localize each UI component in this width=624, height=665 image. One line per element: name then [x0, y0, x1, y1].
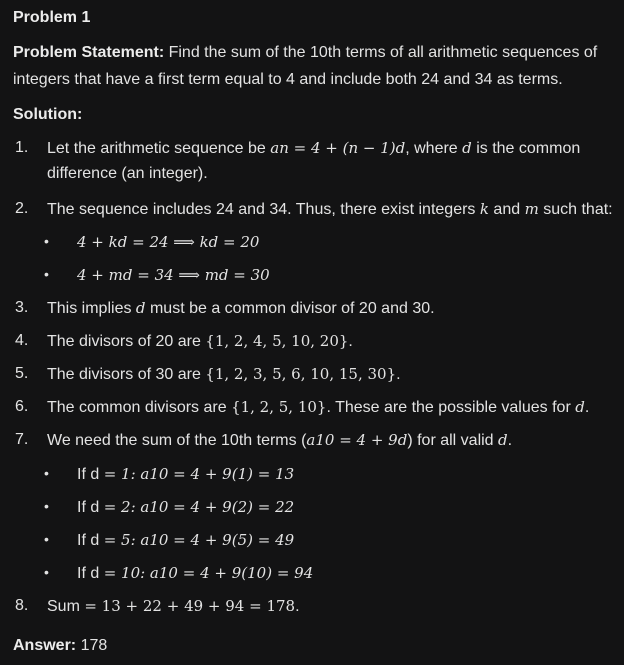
math-expression: {1, 2, 4, 5, 10, 20} — [205, 332, 349, 350]
bullet-icon: • — [44, 531, 49, 547]
step-number: 3. — [15, 299, 29, 316]
math-var: k — [479, 200, 489, 218]
step-text-line2: difference (an integer). — [47, 165, 208, 182]
answer-label: Answer: — [13, 637, 77, 654]
math-expression: a10 = 4 + 9d — [306, 431, 408, 449]
solution-label: Solution: — [13, 106, 83, 123]
case-text: If d = 2: a10 = 4 + 9(2) = 22 — [77, 498, 295, 516]
problem-statement — [13, 39, 613, 93]
step-text: We need the sum of the 10th terms (a10 = 4 + 9d) for all valid d. — [47, 431, 513, 449]
case-text: If d = 10: a10 = 4 + 9(10) = 94 — [77, 564, 314, 582]
case-text: If d = 5: a10 = 4 + 9(5) = 49 — [77, 531, 295, 549]
step-text: Let the arithmetic sequence be an = 4 + (n − 1)d, where d is the common — [47, 139, 581, 157]
bullet-icon: • — [44, 266, 49, 282]
math-var: d — [498, 431, 508, 449]
step-number: 5. — [15, 365, 29, 382]
step-number: 4. — [15, 332, 29, 349]
step-text: The common divisors are {1, 2, 5, 10}. These are the possible values for d. — [47, 398, 590, 416]
step-number: 7. — [15, 431, 29, 448]
bullet-icon: • — [44, 233, 49, 249]
math-expression: = 2: a10 = 4 + 9(2) = 22 — [103, 498, 295, 516]
case-text: If d = 1: a10 = 4 + 9(1) = 13 — [77, 465, 295, 483]
math-expression: {1, 2, 3, 5, 6, 10, 15, 30} — [205, 365, 397, 383]
math-expression: 4 + md = 34 ⟹ md = 30 — [77, 266, 270, 284]
math-expression: = 1: a10 = 4 + 9(1) = 13 — [103, 465, 295, 483]
math-expression: = 10: a10 = 4 + 9(10) = 94 — [103, 564, 314, 582]
step-text: The divisors of 30 are {1, 2, 3, 5, 6, 10, 15, 30}. — [47, 365, 401, 383]
math-var: m — [524, 200, 539, 218]
math-var: d — [575, 398, 585, 416]
step-text: The divisors of 20 are {1, 2, 4, 5, 10, 20}. — [47, 332, 353, 350]
step-number: 2. — [15, 200, 29, 217]
math-expression: = 5: a10 = 4 + 9(5) = 49 — [103, 531, 295, 549]
step-text: This implies d must be a common divisor of 20 and 30. — [47, 299, 435, 317]
bullet-icon: • — [44, 498, 49, 514]
math-expression: an = 4 + (n − 1)d — [270, 139, 406, 157]
math-var: d — [462, 139, 472, 157]
step-number: 1. — [15, 139, 29, 156]
statement-label: Problem Statement: — [13, 44, 165, 61]
step-text: The sequence includes 24 and 34. Thus, there exist integers k and m such that: — [47, 200, 613, 218]
bullet-icon: • — [44, 465, 49, 481]
math-expression: = 13 + 22 + 49 + 94 = 178 — [84, 597, 296, 615]
math-var: d — [135, 299, 146, 317]
math-expression: {1, 2, 5, 10} — [231, 398, 327, 416]
statement-text: Find the sum of the 10th terms of all arithmetic sequences of integers that have a first term equal to 4 and include both 24 and 34 as terms. — [13, 44, 598, 88]
answer — [13, 637, 107, 655]
step-number: 8. — [15, 597, 29, 614]
step-number: 6. — [15, 398, 29, 415]
step-text: Sum = 13 + 22 + 49 + 94 = 178. — [47, 597, 300, 615]
math-expression: 4 + kd = 24 ⟹ kd = 20 — [77, 233, 260, 251]
problem-title: Problem 1 — [13, 9, 91, 26]
bullet-icon: • — [44, 564, 49, 580]
answer-value: 178 — [76, 637, 108, 654]
